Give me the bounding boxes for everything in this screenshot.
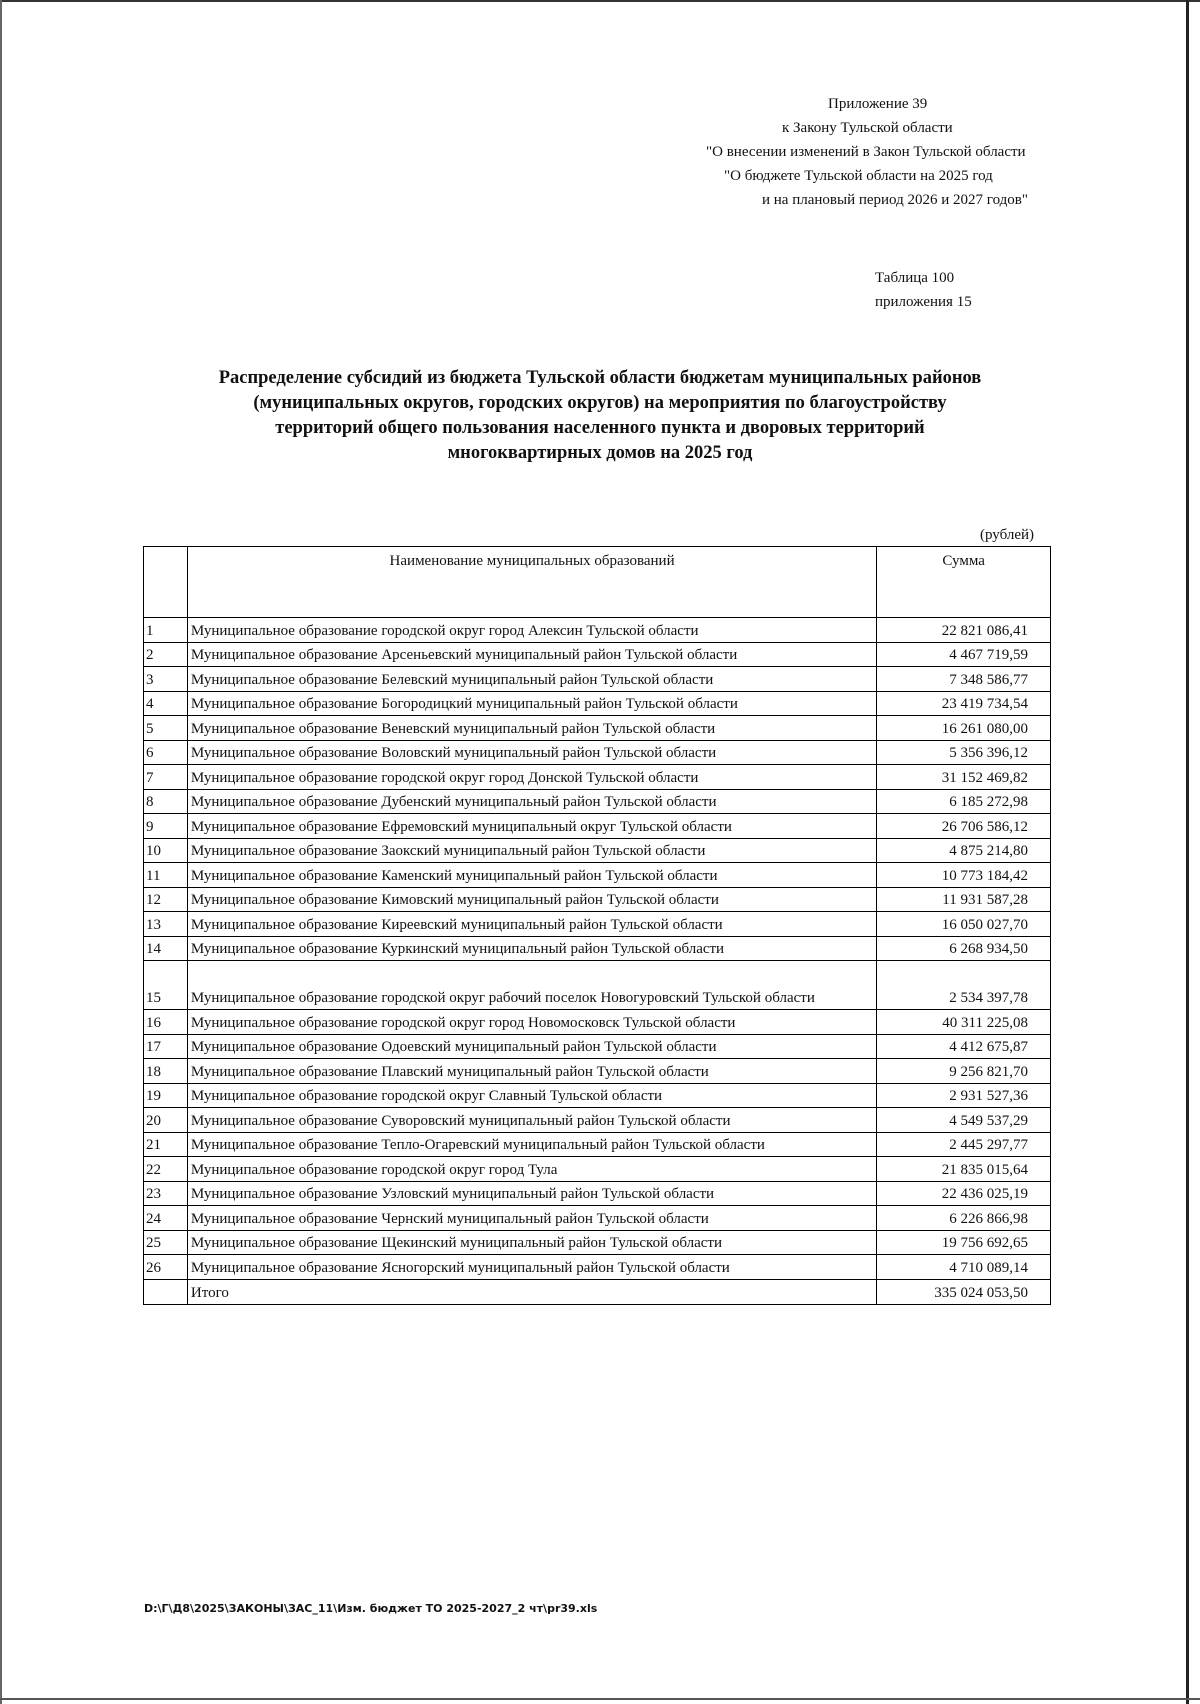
row-amount: 16 261 080,00 (877, 716, 1051, 741)
row-amount: 16 050 027,70 (877, 912, 1051, 937)
row-number: 23 (144, 1181, 188, 1206)
table-header-row (144, 547, 1051, 618)
file-path-footer: D:\Г\Д8\2025\ЗАКОНЫ\ЗАС_11\Изм. бюджет ТО 2025-2027_2 чт\pr39.xls (144, 1602, 598, 1615)
title-line-1: Распределение субсидий из бюджета Тульской области бюджетам муниципальных районов (218, 368, 982, 388)
row-amount: 4 710 089,14 (877, 1255, 1051, 1280)
row-amount: 19 756 692,65 (877, 1230, 1051, 1255)
row-municipality-name: Муниципальное образование Воловский муниципальный район Тульской области (187, 740, 876, 765)
row-number: 16 (144, 1010, 188, 1035)
table-appendix: приложения 15 (875, 294, 972, 310)
row-municipality-name: Муниципальное образование Дубенский муниципальный район Тульской области (187, 789, 876, 814)
header-amount: Сумма (877, 547, 1051, 618)
row-number: 6 (144, 740, 188, 765)
table-row (144, 618, 1051, 643)
table-row (144, 642, 1051, 667)
table-number: Таблица 100 (875, 270, 955, 286)
row-amount: 2 931 527,36 (877, 1083, 1051, 1108)
row-number: 25 (144, 1230, 188, 1255)
row-amount: 22 436 025,19 (877, 1181, 1051, 1206)
row-number: 26 (144, 1255, 188, 1280)
row-amount: 7 348 586,77 (877, 667, 1051, 692)
document-title (140, 366, 1060, 466)
page-border-right (1186, 0, 1189, 1704)
row-amount: 31 152 469,82 (877, 765, 1051, 790)
row-amount: 22 821 086,41 (877, 618, 1051, 643)
row-amount: 40 311 225,08 (877, 1010, 1051, 1035)
row-municipality-name: Муниципальное образование Куркинский муниципальный район Тульской области (187, 936, 876, 961)
row-number: 10 (144, 838, 188, 863)
row-municipality-name: Муниципальное образование Щекинский муниципальный район Тульской области (187, 1230, 876, 1255)
row-amount: 2 445 297,77 (877, 1132, 1051, 1157)
total-label: Итого (187, 1279, 876, 1304)
row-amount: 6 185 272,98 (877, 789, 1051, 814)
total-amount: 335 024 053,50 (877, 1279, 1051, 1304)
row-municipality-name: Муниципальное образование Узловский муниципальный район Тульской области (187, 1181, 876, 1206)
row-number: 8 (144, 789, 188, 814)
row-amount: 10 773 184,42 (877, 863, 1051, 888)
row-municipality-name: Муниципальное образование Ефремовский муниципальный округ Тульской области (187, 814, 876, 839)
row-number: 2 (144, 642, 188, 667)
table-row (144, 1083, 1051, 1108)
row-number: 20 (144, 1108, 188, 1133)
table-row (144, 1010, 1051, 1035)
row-number: 1 (144, 618, 188, 643)
total-number-cell (144, 1279, 188, 1304)
title-line-4: многоквартирных домов на 2025 год (447, 443, 753, 463)
row-municipality-name: Муниципальное образование Богородицкий муниципальный район Тульской области (187, 691, 876, 716)
appendix-header (600, 92, 1100, 212)
row-number: 12 (144, 887, 188, 912)
table-row (144, 716, 1051, 741)
row-municipality-name: Муниципальное образование Киреевский муниципальный район Тульской области (187, 912, 876, 937)
table-row (144, 1181, 1051, 1206)
table-row (144, 863, 1051, 888)
row-number: 14 (144, 936, 188, 961)
table-row (144, 1157, 1051, 1182)
table-row (144, 912, 1051, 937)
title-line-3: территорий общего пользования населенного пункта и дворовых территорий (275, 418, 925, 438)
row-amount: 4 467 719,59 (877, 642, 1051, 667)
row-number: 19 (144, 1083, 188, 1108)
row-number: 7 (144, 765, 188, 790)
appendix-law-ref: к Закону Тульской области (782, 120, 953, 136)
row-amount: 4 412 675,87 (877, 1034, 1051, 1059)
appendix-number: Приложение 39 (828, 96, 928, 112)
row-number: 21 (144, 1132, 188, 1157)
row-number: 5 (144, 716, 188, 741)
row-municipality-name: Муниципальное образование городской округ Славный Тульской области (187, 1083, 876, 1108)
row-number: 13 (144, 912, 188, 937)
row-amount: 6 226 866,98 (877, 1206, 1051, 1231)
row-municipality-name: Муниципальное образование городской округ рабочий поселок Новогуровский Тульской области (187, 961, 876, 1010)
row-number: 4 (144, 691, 188, 716)
total-row (144, 1279, 1051, 1304)
table-row (144, 1255, 1051, 1280)
table-row (144, 887, 1051, 912)
row-number: 17 (144, 1034, 188, 1059)
row-municipality-name: Муниципальное образование городской округ город Тула (187, 1157, 876, 1182)
header-number (144, 547, 188, 618)
row-municipality-name: Муниципальное образование Веневский муниципальный район Тульской области (187, 716, 876, 741)
row-number: 18 (144, 1059, 188, 1084)
row-number: 24 (144, 1206, 188, 1231)
table-row (144, 1059, 1051, 1084)
row-municipality-name: Муниципальное образование городской округ город Донской Тульской области (187, 765, 876, 790)
title-line-2: (муниципальных округов, городских округов) на мероприятия по благоустройству (253, 393, 947, 413)
row-amount: 6 268 934,50 (877, 936, 1051, 961)
row-amount: 9 256 821,70 (877, 1059, 1051, 1084)
table-row (144, 789, 1051, 814)
page-border-bottom (0, 1698, 1200, 1700)
subsidies-table (143, 546, 1051, 1305)
row-municipality-name: Муниципальное образование Плавский муниципальный район Тульской области (187, 1059, 876, 1084)
row-municipality-name: Муниципальное образование городской округ город Новомосковск Тульской области (187, 1010, 876, 1035)
appendix-law-title-1: "О внесении изменений в Закон Тульской области (706, 144, 1026, 160)
table-row (144, 814, 1051, 839)
table-row (144, 1108, 1051, 1133)
table-row (144, 1034, 1051, 1059)
row-municipality-name: Муниципальное образование Арсеньевский муниципальный район Тульской области (187, 642, 876, 667)
row-amount: 26 706 586,12 (877, 814, 1051, 839)
row-amount: 21 835 015,64 (877, 1157, 1051, 1182)
table-row (144, 838, 1051, 863)
table-row (144, 740, 1051, 765)
appendix-law-title-3: и на плановый период 2026 и 2027 годов" (762, 192, 1028, 208)
row-municipality-name: Муниципальное образование Кимовский муниципальный район Тульской области (187, 887, 876, 912)
appendix-law-title-2: "О бюджете Тульской области на 2025 год (724, 168, 993, 184)
row-municipality-name: Муниципальное образование Заокский муниципальный район Тульской области (187, 838, 876, 863)
page-border-left (0, 0, 2, 1704)
table-row (144, 1230, 1051, 1255)
row-number: 3 (144, 667, 188, 692)
table-row (144, 765, 1051, 790)
page-border-top (0, 0, 1200, 2)
table-row (144, 691, 1051, 716)
row-number: 9 (144, 814, 188, 839)
row-municipality-name: Муниципальное образование Ясногорский муниципальный район Тульской области (187, 1255, 876, 1280)
row-municipality-name: Муниципальное образование Каменский муниципальный район Тульской области (187, 863, 876, 888)
row-municipality-name: Муниципальное образование Чернский муниципальный район Тульской области (187, 1206, 876, 1231)
row-amount: 4 549 537,29 (877, 1108, 1051, 1133)
row-municipality-name: Муниципальное образование Тепло-Огаревский муниципальный район Тульской области (187, 1132, 876, 1157)
row-number: 11 (144, 863, 188, 888)
table-row (144, 961, 1051, 1010)
units-label: (рублей) (980, 527, 1035, 543)
row-amount: 23 419 734,54 (877, 691, 1051, 716)
row-number: 15 (144, 961, 188, 1010)
row-amount: 11 931 587,28 (877, 887, 1051, 912)
row-municipality-name: Муниципальное образование Белевский муниципальный район Тульской области (187, 667, 876, 692)
row-amount: 4 875 214,80 (877, 838, 1051, 863)
header-name: Наименование муниципальных образований (187, 547, 876, 618)
table-row (144, 1132, 1051, 1157)
table-row (144, 936, 1051, 961)
row-amount: 2 534 397,78 (877, 961, 1051, 1010)
row-municipality-name: Муниципальное образование Одоевский муниципальный район Тульской области (187, 1034, 876, 1059)
table-row (144, 1206, 1051, 1231)
table-reference (875, 266, 972, 314)
row-municipality-name: Муниципальное образование Суворовский муниципальный район Тульской области (187, 1108, 876, 1133)
row-number: 22 (144, 1157, 188, 1182)
row-amount: 5 356 396,12 (877, 740, 1051, 765)
table-row (144, 667, 1051, 692)
row-municipality-name: Муниципальное образование городской округ город Алексин Тульской области (187, 618, 876, 643)
